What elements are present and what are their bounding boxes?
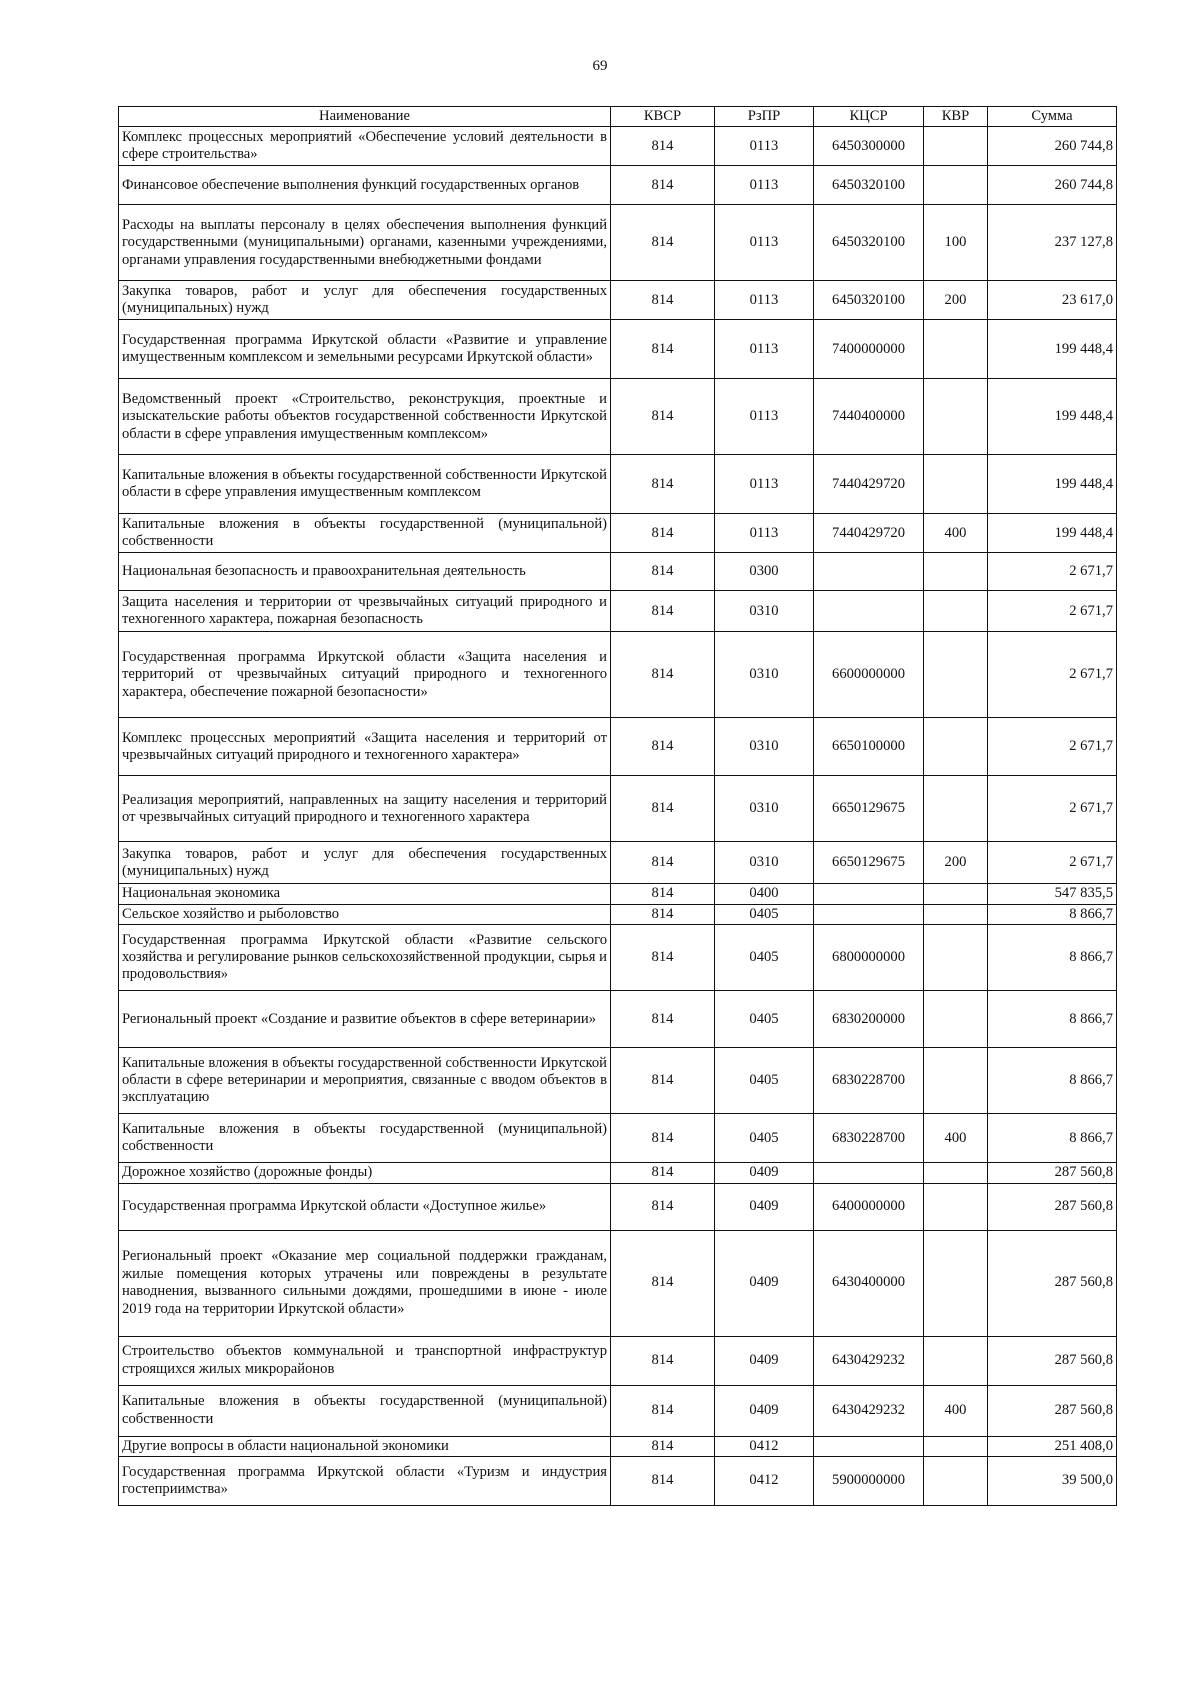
cell-rzpr: 0113 [715, 166, 814, 205]
table-row [119, 1385, 1117, 1436]
cell-name: Государственная программа Иркутской области «Защита населения и территорий от чрезвычайных ситуаций природного и техногенного характера, обеспечение пожарной безопасности» [119, 632, 611, 718]
cell-name: Капитальные вложения в объекты государственной (муниципальной) собственности [119, 1385, 611, 1436]
table-row [119, 1230, 1117, 1336]
table-row [119, 1336, 1117, 1385]
cell-rzpr: 0113 [715, 127, 814, 166]
table-row [119, 1457, 1117, 1506]
cell-sum: 8 866,7 [988, 904, 1117, 924]
cell-kcsr [814, 884, 924, 904]
cell-kvsr: 814 [611, 718, 715, 776]
cell-sum: 237 127,8 [988, 205, 1117, 281]
header-rzpr: РзПР [715, 107, 814, 127]
cell-kcsr: 6450300000 [814, 127, 924, 166]
cell-kvsr: 814 [611, 776, 715, 842]
cell-sum: 2 671,7 [988, 591, 1117, 632]
cell-name: Капитальные вложения в объекты государственной собственности Иркутской области в сфере управления имущественным комплексом [119, 455, 611, 514]
table-row [119, 776, 1117, 842]
cell-kcsr: 6830228700 [814, 1048, 924, 1114]
cell-kvr [924, 1183, 988, 1230]
cell-rzpr: 0310 [715, 591, 814, 632]
cell-kcsr [814, 591, 924, 632]
cell-kvsr: 814 [611, 884, 715, 904]
table-row [119, 455, 1117, 514]
table-row [119, 205, 1117, 281]
cell-name: Защита населения и территории от чрезвычайных ситуаций природного и техногенного характера, пожарная безопасность [119, 591, 611, 632]
cell-sum: 260 744,8 [988, 166, 1117, 205]
cell-kvr: 400 [924, 514, 988, 553]
cell-kvr [924, 379, 988, 455]
cell-kcsr: 6400000000 [814, 1183, 924, 1230]
cell-rzpr: 0113 [715, 320, 814, 379]
page-number: 69 [592, 58, 608, 74]
cell-kcsr: 7440429720 [814, 455, 924, 514]
cell-rzpr: 0113 [715, 205, 814, 281]
cell-kvr [924, 632, 988, 718]
cell-kvr [924, 1457, 988, 1506]
cell-rzpr: 0405 [715, 1114, 814, 1163]
table-row [119, 320, 1117, 379]
cell-name: Строительство объектов коммунальной и транспортной инфраструктур строящихся жилых микрорайонов [119, 1336, 611, 1385]
cell-name: Национальная безопасность и правоохранительная деятельность [119, 553, 611, 591]
cell-name: Государственная программа Иркутской области «Развитие и управление имущественным комплексом и земельными ресурсами Иркутской области» [119, 320, 611, 379]
cell-kvsr: 814 [611, 632, 715, 718]
cell-name: Региональный проект «Создание и развитие объектов в сфере ветеринарии» [119, 991, 611, 1048]
cell-kcsr: 6450320100 [814, 205, 924, 281]
cell-kcsr: 7400000000 [814, 320, 924, 379]
cell-kvr [924, 1230, 988, 1336]
cell-sum: 287 560,8 [988, 1163, 1117, 1183]
cell-kcsr: 7440429720 [814, 514, 924, 553]
cell-kvsr: 814 [611, 127, 715, 166]
cell-sum: 287 560,8 [988, 1336, 1117, 1385]
cell-kvr: 200 [924, 281, 988, 320]
cell-name: Закупка товаров, работ и услуг для обеспечения государственных (муниципальных) нужд [119, 842, 611, 884]
cell-kvsr: 814 [611, 1114, 715, 1163]
cell-kvsr: 814 [611, 1183, 715, 1230]
cell-sum: 8 866,7 [988, 1114, 1117, 1163]
cell-name: Капитальные вложения в объекты государственной (муниципальной) собственности [119, 514, 611, 553]
cell-kcsr: 6430429232 [814, 1336, 924, 1385]
table-row [119, 514, 1117, 553]
cell-name: Комплекс процессных мероприятий «Обеспечение условий деятельности в сфере строительства» [119, 127, 611, 166]
cell-kvsr: 814 [611, 925, 715, 991]
cell-sum: 547 835,5 [988, 884, 1117, 904]
header-name: Наименование [119, 107, 611, 127]
cell-rzpr: 0409 [715, 1336, 814, 1385]
cell-kvr [924, 1336, 988, 1385]
cell-kvsr: 814 [611, 904, 715, 924]
cell-kvsr: 814 [611, 379, 715, 455]
cell-rzpr: 0412 [715, 1436, 814, 1456]
table-row [119, 842, 1117, 884]
cell-kcsr [814, 904, 924, 924]
cell-kcsr: 6650100000 [814, 718, 924, 776]
cell-kcsr: 6450320100 [814, 166, 924, 205]
cell-name: Капитальные вложения в объекты государственной собственности Иркутской области в сфере ветеринарии и мероприятия, связанные с вводом объектов в эксплуатацию [119, 1048, 611, 1114]
cell-kvsr: 814 [611, 553, 715, 591]
cell-kvr: 400 [924, 1385, 988, 1436]
table-row [119, 166, 1117, 205]
header-kvr: КВР [924, 107, 988, 127]
cell-kvr [924, 925, 988, 991]
cell-kvr [924, 904, 988, 924]
cell-rzpr: 0400 [715, 884, 814, 904]
cell-kvr [924, 991, 988, 1048]
cell-sum: 39 500,0 [988, 1457, 1117, 1506]
cell-name: Расходы на выплаты персоналу в целях обеспечения выполнения функций государственными (муниципальными) органами, казенными учреждениями, органами управления государственными внебюджетными фондами [119, 205, 611, 281]
cell-kvr [924, 127, 988, 166]
cell-rzpr: 0405 [715, 904, 814, 924]
cell-kvr [924, 884, 988, 904]
cell-sum: 23 617,0 [988, 281, 1117, 320]
table-row [119, 904, 1117, 924]
cell-kvsr: 814 [611, 1436, 715, 1456]
cell-sum: 199 448,4 [988, 455, 1117, 514]
cell-kcsr: 6830228700 [814, 1114, 924, 1163]
cell-kvsr: 814 [611, 166, 715, 205]
cell-kvsr: 814 [611, 1385, 715, 1436]
cell-kvsr: 814 [611, 205, 715, 281]
cell-kvr [924, 455, 988, 514]
cell-sum: 199 448,4 [988, 379, 1117, 455]
cell-sum: 287 560,8 [988, 1230, 1117, 1336]
cell-kvr [924, 1436, 988, 1456]
table-row [119, 379, 1117, 455]
cell-kvr: 200 [924, 842, 988, 884]
table-header-row [119, 107, 1117, 127]
cell-rzpr: 0310 [715, 632, 814, 718]
table-row [119, 1436, 1117, 1456]
table-row [119, 281, 1117, 320]
cell-kvsr: 814 [611, 1163, 715, 1183]
cell-sum: 8 866,7 [988, 925, 1117, 991]
cell-rzpr: 0405 [715, 991, 814, 1048]
cell-kvsr: 814 [611, 842, 715, 884]
cell-rzpr: 0405 [715, 1048, 814, 1114]
cell-sum: 2 671,7 [988, 553, 1117, 591]
cell-kvr: 400 [924, 1114, 988, 1163]
table-row [119, 591, 1117, 632]
cell-sum: 2 671,7 [988, 776, 1117, 842]
cell-kcsr [814, 1436, 924, 1456]
cell-kcsr: 6450320100 [814, 281, 924, 320]
cell-kvr [924, 320, 988, 379]
cell-name: Закупка товаров, работ и услуг для обеспечения государственных (муниципальных) нужд [119, 281, 611, 320]
cell-kcsr: 5900000000 [814, 1457, 924, 1506]
cell-sum: 2 671,7 [988, 632, 1117, 718]
cell-kvr [924, 166, 988, 205]
cell-sum: 2 671,7 [988, 718, 1117, 776]
cell-sum: 2 671,7 [988, 842, 1117, 884]
cell-rzpr: 0310 [715, 718, 814, 776]
table-row [119, 1048, 1117, 1114]
cell-kcsr: 7440400000 [814, 379, 924, 455]
header-kcsr: КЦСР [814, 107, 924, 127]
cell-rzpr: 0310 [715, 776, 814, 842]
cell-kvr [924, 591, 988, 632]
cell-kvr [924, 776, 988, 842]
table-row [119, 718, 1117, 776]
cell-sum: 287 560,8 [988, 1385, 1117, 1436]
cell-kcsr: 6830200000 [814, 991, 924, 1048]
cell-name: Национальная экономика [119, 884, 611, 904]
cell-rzpr: 0113 [715, 281, 814, 320]
cell-sum: 8 866,7 [988, 991, 1117, 1048]
cell-name: Государственная программа Иркутской области «Доступное жилье» [119, 1183, 611, 1230]
cell-kvsr: 814 [611, 320, 715, 379]
cell-rzpr: 0113 [715, 455, 814, 514]
cell-kcsr: 6600000000 [814, 632, 924, 718]
cell-name: Реализация мероприятий, направленных на защиту населения и территорий от чрезвычайных ситуаций природного и техногенного характера [119, 776, 611, 842]
cell-kvsr: 814 [611, 1048, 715, 1114]
table-row [119, 553, 1117, 591]
cell-rzpr: 0409 [715, 1385, 814, 1436]
table-row [119, 925, 1117, 991]
cell-sum: 8 866,7 [988, 1048, 1117, 1114]
cell-rzpr: 0113 [715, 379, 814, 455]
cell-rzpr: 0113 [715, 514, 814, 553]
cell-kvr [924, 553, 988, 591]
table-row [119, 1163, 1117, 1183]
cell-sum: 199 448,4 [988, 320, 1117, 379]
cell-name: Финансовое обеспечение выполнения функций государственных органов [119, 166, 611, 205]
cell-kcsr: 6650129675 [814, 842, 924, 884]
cell-kcsr [814, 553, 924, 591]
cell-name: Другие вопросы в области национальной экономики [119, 1436, 611, 1456]
cell-kvsr: 814 [611, 1336, 715, 1385]
cell-name: Ведомственный проект «Строительство, реконструкция, проектные и изыскательские работы объектов государственной собственности Иркутской области в сфере управления имущественным комплексом» [119, 379, 611, 455]
cell-name: Региональный проект «Оказание мер социальной поддержки гражданам, жилые помещения которых утрачены или повреждены в результате наводнения, вызванного сильными дождями, прошедшими в июне - июле 2019 года на территории Иркутской области» [119, 1230, 611, 1336]
cell-sum: 287 560,8 [988, 1183, 1117, 1230]
table-row [119, 1183, 1117, 1230]
cell-kcsr: 6650129675 [814, 776, 924, 842]
cell-kvsr: 814 [611, 991, 715, 1048]
cell-kvr [924, 718, 988, 776]
table-row [119, 1114, 1117, 1163]
cell-name: Государственная программа Иркутской области «Туризм и индустрия гостеприимства» [119, 1457, 611, 1506]
cell-kvsr: 814 [611, 281, 715, 320]
cell-kcsr [814, 1163, 924, 1183]
cell-kvr: 100 [924, 205, 988, 281]
cell-sum: 260 744,8 [988, 127, 1117, 166]
header-kvsr: КВСР [611, 107, 715, 127]
cell-rzpr: 0412 [715, 1457, 814, 1506]
cell-rzpr: 0300 [715, 553, 814, 591]
table-row [119, 884, 1117, 904]
cell-kcsr: 6800000000 [814, 925, 924, 991]
cell-name: Дорожное хозяйство (дорожные фонды) [119, 1163, 611, 1183]
table-row [119, 127, 1117, 166]
table-row [119, 632, 1117, 718]
cell-sum: 251 408,0 [988, 1436, 1117, 1456]
cell-name: Комплекс процессных мероприятий «Защита населения и территорий от чрезвычайных ситуаций природного и техногенного характера» [119, 718, 611, 776]
cell-kvr [924, 1048, 988, 1114]
cell-kvr [924, 1163, 988, 1183]
cell-rzpr: 0409 [715, 1230, 814, 1336]
cell-kcsr: 6430429232 [814, 1385, 924, 1436]
header-sum: Сумма [988, 107, 1117, 127]
cell-kvsr: 814 [611, 591, 715, 632]
cell-rzpr: 0405 [715, 925, 814, 991]
cell-kvsr: 814 [611, 514, 715, 553]
table-row [119, 991, 1117, 1048]
cell-sum: 199 448,4 [988, 514, 1117, 553]
budget-table [118, 106, 1117, 1506]
cell-name: Капитальные вложения в объекты государственной (муниципальной) собственности [119, 1114, 611, 1163]
cell-rzpr: 0310 [715, 842, 814, 884]
table-body [119, 127, 1117, 1506]
cell-rzpr: 0409 [715, 1183, 814, 1230]
cell-kvsr: 814 [611, 1230, 715, 1336]
cell-kcsr: 6430400000 [814, 1230, 924, 1336]
cell-name: Сельское хозяйство и рыболовство [119, 904, 611, 924]
cell-kvsr: 814 [611, 1457, 715, 1506]
cell-name: Государственная программа Иркутской области «Развитие сельского хозяйства и регулирование рынков сельскохозяйственной продукции, сырья и продовольствия» [119, 925, 611, 991]
cell-kvsr: 814 [611, 455, 715, 514]
cell-rzpr: 0409 [715, 1163, 814, 1183]
